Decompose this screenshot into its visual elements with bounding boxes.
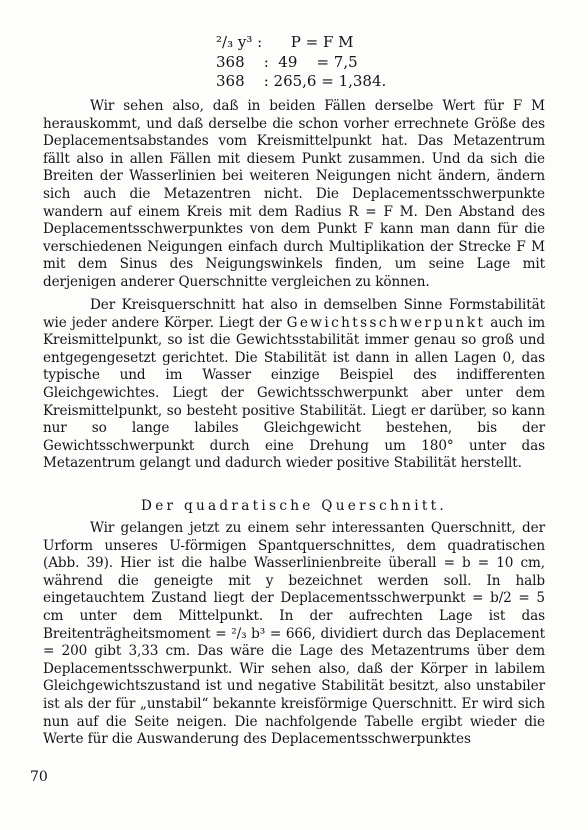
section-heading: Der quadratische Querschnitt. [141,498,447,514]
paragraph-square-section: Wir gelangen jetzt zu einem sehr interessanten Querschnitt, der Urform unseres U-förmigen Spantquerschnittes, dem quadratischen (Abb. 39). Hier ist die halbe Wasserlinienbreite überall = b = 10 cm, während die geneigte mit y bezeichnet werden soll. In halb eingetauchtem Zustand liegt der Deplacementsschwerpunkt = b/2 = 5 cm unter dem Mittelpunkt. In der aufrechten Lage ist das Breitenträgheitsmoment = ²/₃ b³ = 666, dividiert durch das Deplacement = 200 gibt 3,33 cm. Das wäre die Lage des Metazentrums über dem Deplacementsschwerpunkt. Wir sehen also, daß der Körper in labilem Gleichgewichtszustand ist und negative Stabilität besitzt, also unstabiler ist als der für „unstabil“ bekannte kreisförmige Querschnitt. Er wird sich nun auf die Seite neigen. Die nachfolgende Tabelle ergibt wieder die Werte für die Auswanderung des Deplacementsschwerpunktes [43,520,545,748]
formula-line-3: 368 : 265,6 = 1,384. [216,72,387,90]
formula-line-1: ²/₃ y³ : P = F M [216,33,354,51]
paragraph-circle-stability [43,297,545,473]
paragraph-2-text-a: Der Kreisquerschnitt hat also in demselben Sinne Formstabilität wie jeder andere Körper. Liegt der [43,297,545,331]
paragraph-2-text-b: auch im Kreismittelpunkt, so ist die Gewichtsstabilität immer genau so groß und entgegengesetzt gerichtet. Die Stabilität ist dann in allen Lagen 0, das typische und im Wasser einzige Beispiel des indifferenten Gleichgewichtes. Liegt der Gewichtsschwerpunkt aber unter dem Kreismittelpunkt, so besteht positive Stabilität. Liegt er darüber, so kann nur so lange labiles Gleichgewicht bestehen, bis der Gewichtsschwerpunkt durch eine Drehung um 180° unter das Metazentrum gelangt und dadurch wieder positive Stabilität herstellt. [43,314,546,472]
page-number: 70 [30,769,48,785]
term-gewichtsschwerpunkt: Gewichtsschwerpunkt [286,314,486,331]
formula-line-2: 368 : 49 = 7,5 [216,53,358,71]
paragraph-result: Wir sehen also, daß in beiden Fällen derselbe Wert für F M herauskommt, und daß derselbe die schon vorher errechnete Größe des Deplacementsabstandes vom Kreismittelpunkt hat. Das Metazentrum fällt also in allen Fällen mit diesem Punkt zusammen. Und da sich die Breiten der Wasserlinien bei weiteren Neigungen nicht ändern, ändern sich auch die Metazentren nicht. Die Deplacementsschwerpunkte wandern auf einem Kreis mit dem Radius R = F M. Den Abstand des Deplacementsschwerpunktes von dem Punkt F kann man dann für die verschiedenen Neigungen einfach durch Multiplikation der Strecke F M mit dem Sinus des Neigungswinkels finden, um seine Lage mit derjenigen anderer Querschnitte vergleichen zu können. [43,98,545,290]
